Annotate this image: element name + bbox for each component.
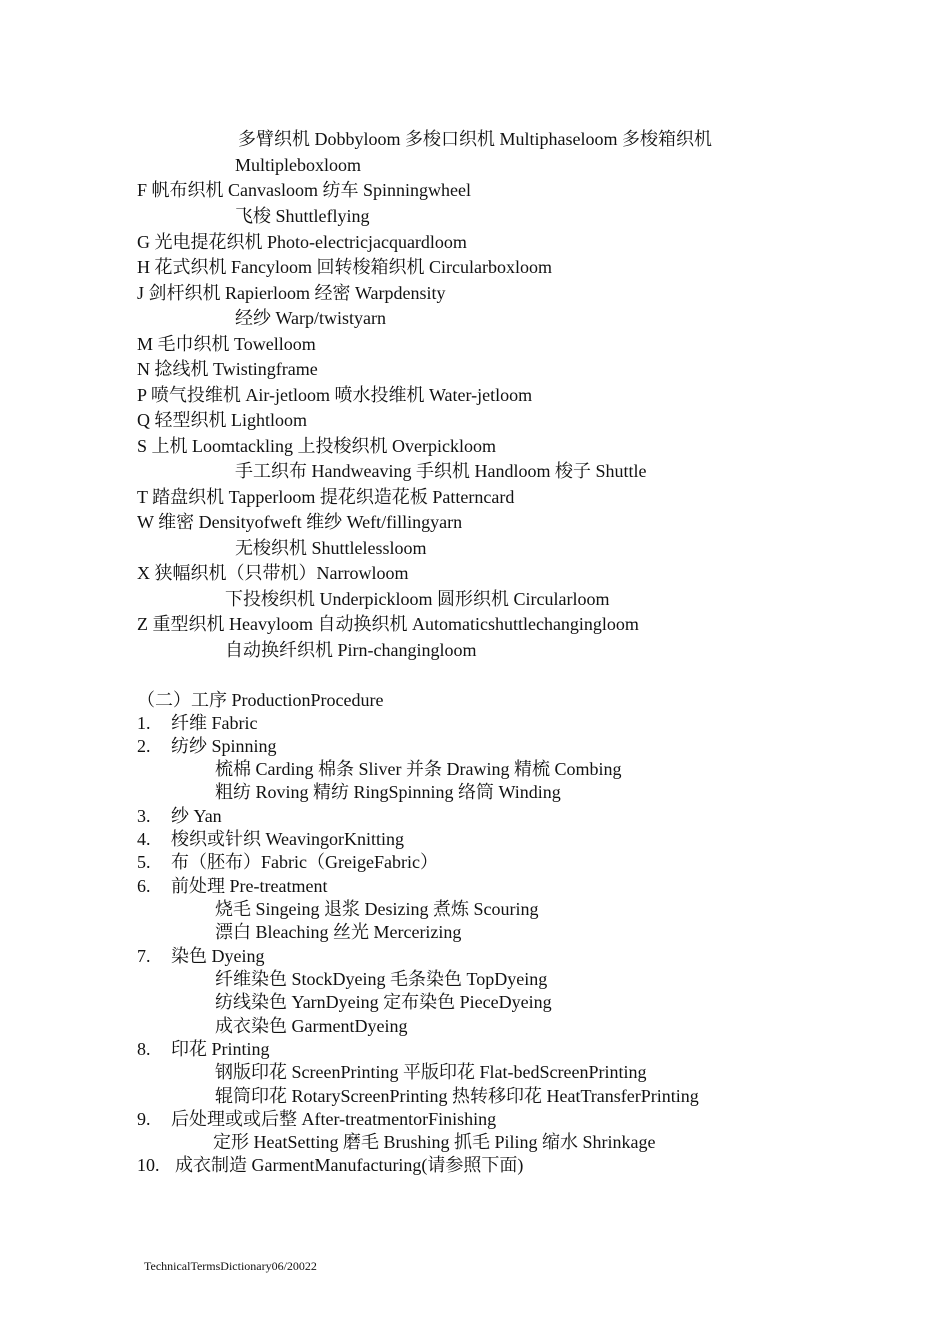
list-number: 7. [137, 946, 151, 966]
list-number: 1. [137, 713, 151, 733]
list-item: 前处理 Pre-treatment [171, 876, 328, 896]
glossary-line: M 毛巾织机 Towelloom [137, 334, 316, 354]
glossary-line: 多臂织机 Dobbyloom 多梭口织机 Multiphaseloom 多梭箱织机 [238, 129, 712, 149]
glossary-line: W 维密 Densityofweft 维纱 Weft/fillingyarn [137, 512, 463, 532]
glossary-line: 自动换纤织机 Pirn-changingloom [225, 640, 477, 660]
glossary-line: F 帆布织机 Canvasloom 纺车 Spinningwheel [137, 180, 471, 200]
list-item: 纱 Yan [171, 806, 222, 826]
list-subitem: 粗纺 Roving 精纺 RingSpinning 络筒 Winding [215, 782, 561, 802]
glossary-line: Q 轻型织机 Lightloom [137, 410, 307, 430]
list-number: 5. [137, 852, 151, 872]
list-subitem: 定形 HeatSetting 磨毛 Brushing 抓毛 Piling 缩水 Shrinkage [213, 1132, 656, 1152]
list-item: 纺纱 Spinning [171, 736, 277, 756]
list-number: 2. [137, 736, 151, 756]
glossary-line: 下投梭织机 Underpickloom 圆形织机 Circularloom [225, 589, 610, 609]
list-subitem: 漂白 Bleaching 丝光 Mercerizing [215, 922, 462, 942]
list-item: 布（胚布）Fabric（GreigeFabric） [171, 852, 438, 872]
glossary-line: P 喷气投维机 Air-jetloom 喷水投维机 Water-jetloom [137, 385, 533, 405]
list-number: 10. [137, 1155, 160, 1175]
list-item: 印花 Printing [171, 1039, 270, 1059]
list-number: 4. [137, 829, 151, 849]
page-footer: TechnicalTermsDictionary06/20022 [144, 1259, 317, 1273]
list-number: 3. [137, 806, 151, 826]
list-item: 成衣制造 GarmentManufacturing(请参照下面) [175, 1155, 524, 1175]
list-subitem: 辊筒印花 RotaryScreenPrinting 热转移印花 HeatTransferPrinting [215, 1086, 699, 1106]
list-subitem: 钢版印花 ScreenPrinting 平版印花 Flat-bedScreenPrinting [215, 1062, 647, 1082]
list-item: 染色 Dyeing [171, 946, 265, 966]
list-subitem: 梳棉 Carding 棉条 Sliver 并条 Drawing 精梳 Combing [215, 759, 622, 779]
glossary-line: 手工织布 Handweaving 手织机 Handloom 梭子 Shuttle [235, 461, 647, 481]
list-item: 纤维 Fabric [171, 713, 258, 733]
list-subitem: 纤维染色 StockDyeing 毛条染色 TopDyeing [215, 969, 548, 989]
glossary-line: 飞梭 Shuttleflying [235, 206, 370, 226]
glossary-line: T 踏盘织机 Tapperloom 提花织造花板 Patterncard [137, 487, 515, 507]
glossary-line: 无梭织机 Shuttlelessloom [235, 538, 427, 558]
glossary-line: J 剑杆织机 Rapierloom 经密 Warpdensity [137, 283, 446, 303]
list-item: 梭织或针织 WeavingorKnitting [171, 829, 405, 849]
glossary-line: S 上机 Loomtackling 上投梭织机 Overpickloom [137, 436, 496, 456]
list-number: 9. [137, 1109, 151, 1129]
glossary-line: N 捻线机 Twistingframe [137, 359, 318, 379]
list-subitem: 烧毛 Singeing 退浆 Desizing 煮炼 Scouring [215, 899, 539, 919]
glossary-line: G 光电提花织机 Photo-electricjacquardloom [137, 232, 467, 252]
glossary-line: 经纱 Warp/twistyarn [235, 308, 387, 328]
list-subitem: 纺线染色 YarnDyeing 定布染色 PieceDyeing [215, 992, 552, 1012]
list-item: 后处理或或后整 After-treatmentorFinishing [171, 1109, 497, 1129]
list-number: 6. [137, 876, 151, 896]
list-number: 8. [137, 1039, 151, 1059]
section-heading: （二）工序 ProductionProcedure [137, 690, 384, 710]
glossary-line: Z 重型织机 Heavyloom 自动换织机 Automaticshuttlechangingloom [137, 614, 639, 634]
list-subitem: 成衣染色 GarmentDyeing [215, 1016, 408, 1036]
glossary-line: Multipleboxloom [235, 155, 361, 175]
glossary-line: H 花式织机 Fancyloom 回转梭箱织机 Circularboxloom [137, 257, 552, 277]
glossary-line: X 狭幅织机（只带机）Narrowloom [137, 563, 409, 583]
